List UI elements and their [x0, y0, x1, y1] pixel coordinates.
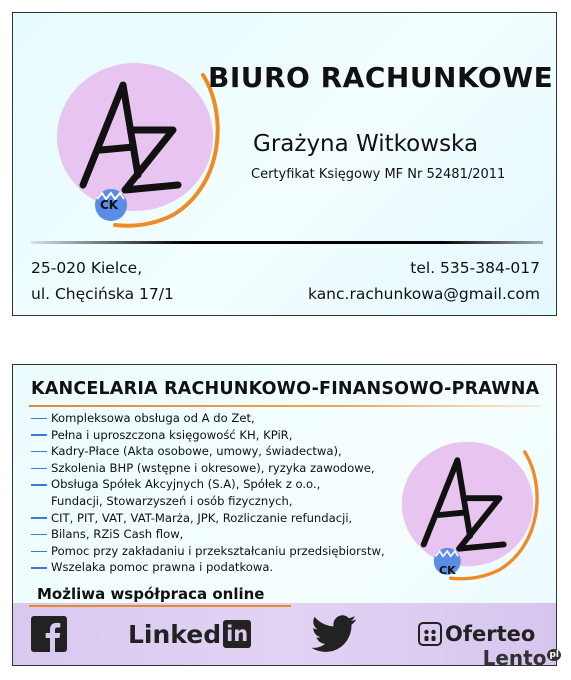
online-text: Możliwa współpraca online — [37, 585, 265, 603]
az-logo — [395, 435, 545, 595]
list-item: Kadry-Płace (Akta osobowe, umowy, świadectwa), — [31, 443, 385, 460]
business-card-front — [12, 12, 557, 316]
list-item: CIT, PIT, VAT, VAT-Marża, JPK, Rozliczanie refundacji, — [31, 510, 385, 527]
person-name: Grażyna Witkowska — [253, 131, 479, 157]
business-card-back — [12, 364, 557, 666]
oferteo-icon — [418, 622, 442, 646]
list-item: Pełna i uproszczona księgowość KH, KPiR, — [31, 427, 385, 444]
services-list — [31, 410, 385, 576]
list-item: Szkolenia BHP (wstępne i okresowe), ryzyka zawodowe, — [31, 460, 385, 477]
address-line2: ul. Chęcińska 17/1 — [31, 285, 174, 303]
twitter-icon[interactable] — [311, 603, 357, 665]
list-item: Bilans, RZiS Cash flow, — [31, 526, 385, 543]
page-title: BIURO RACHUNKOWE — [208, 61, 554, 94]
divider — [31, 241, 543, 244]
divider — [29, 605, 291, 607]
list-item: Wszelaka pomoc prawna i podatkowa. — [31, 559, 385, 576]
linkedin-logo[interactable] — [128, 603, 251, 665]
facebook-icon[interactable] — [31, 603, 67, 665]
az-logo — [53, 55, 223, 245]
social-band — [13, 603, 557, 665]
oferteo-text: Oferteo — [445, 622, 536, 646]
list-item: Kompleksowa obsługa od A do Zet, — [31, 410, 385, 427]
linkedin-text: Linked — [128, 619, 222, 649]
logo-badge-text: CK — [100, 198, 119, 212]
email-link[interactable]: kanc.rachunkowa@gmail.com — [307, 285, 540, 303]
divider — [29, 405, 541, 407]
watermark: Lento $^{pl}$ — [482, 646, 559, 670]
list-item: Pomoc przy zakładaniu i przekształcaniu przedsiębiorstw, — [31, 543, 385, 560]
list-item: Fundacji, Stowarzyszeń i osób fizycznych, — [51, 493, 293, 508]
list-item: Obsługa Spółek Akcyjnych (S.A), Spółek z o.o., — [31, 476, 385, 493]
address-line1: 25-020 Kielce, — [31, 259, 143, 277]
phone-text: tel. 535-384-017 — [410, 259, 540, 277]
certificate-text: Certyfikat Księgowy MF Nr 52481/2011 — [251, 167, 506, 182]
linkedin-in-box: in — [223, 620, 251, 648]
logo-badge-text: CK — [439, 564, 456, 577]
section-title: KANCELARIA RACHUNKOWO-FINANSOWO-PRAWNA — [31, 379, 540, 399]
